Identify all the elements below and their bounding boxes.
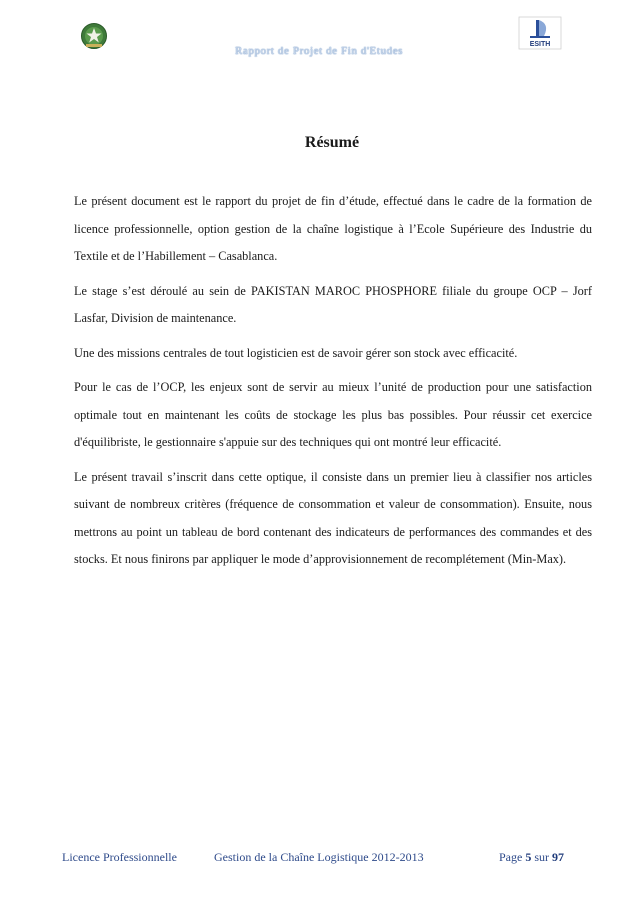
footer-course: Gestion de la Chaîne Logistique 2012-2013: [214, 850, 424, 864]
footer-program: Licence Professionnelle: [62, 850, 177, 864]
footer-page-sep: sur: [534, 850, 549, 864]
paragraph: Le stage s’est déroulé au sein de PAKISTAN MAROC PHOSPHORE filiale du groupe OCP – Jorf Lasfar, Division de maintenance.: [74, 283, 592, 325]
esith-logo-text: ESITH: [529, 41, 551, 48]
footer-page-current: 5: [525, 850, 532, 864]
page-footer: [62, 850, 582, 866]
footer-page-prefix: Page: [499, 850, 523, 864]
footer-page-number: [499, 850, 564, 865]
summary-title: Résumé: [304, 134, 360, 151]
footer-page-total: 97: [552, 850, 564, 864]
page-header-title: Rapport de Projet de Fin d'Etudes: [234, 45, 404, 57]
paragraph: Le présent document est le rapport du projet de fin d’étude, effectué dans le cadre de la formation de licence professionnelle, option gestion de la chaîne logistique à l’Ecole Supérieure des Industrie du Textile et de l’Habillement – Casablanca.: [74, 194, 592, 263]
paragraph: Pour le cas de l’OCP, les enjeux sont de servir au mieux l’unité de production pour une satisfaction optimale tout en maintenant les coûts de stockage les plus bas possibles. Pour réussir cet exercice d'équilibriste, le gestionnaire s'appuie sur des techniques qui ont montré leur efficacité.: [74, 380, 592, 449]
paragraph: Une des missions centrales de tout logisticien est de savoir gérer son stock avec efficacité.: [74, 345, 518, 360]
summary-content: [74, 188, 592, 581]
paragraph: Le présent travail s’inscrit dans cette optique, il consiste dans un premier lieu à classifier nos articles suivant de nombreux critères (fréquence de consommation et valeur de consommation). Ensuite, nous mettrons au point un tableau de bord contenant des indicateurs de performances des commandes et des stocks. Et nous finirons par appliquer le mode d’approvisionnement de recomplétement (Min-Max).: [74, 469, 592, 566]
